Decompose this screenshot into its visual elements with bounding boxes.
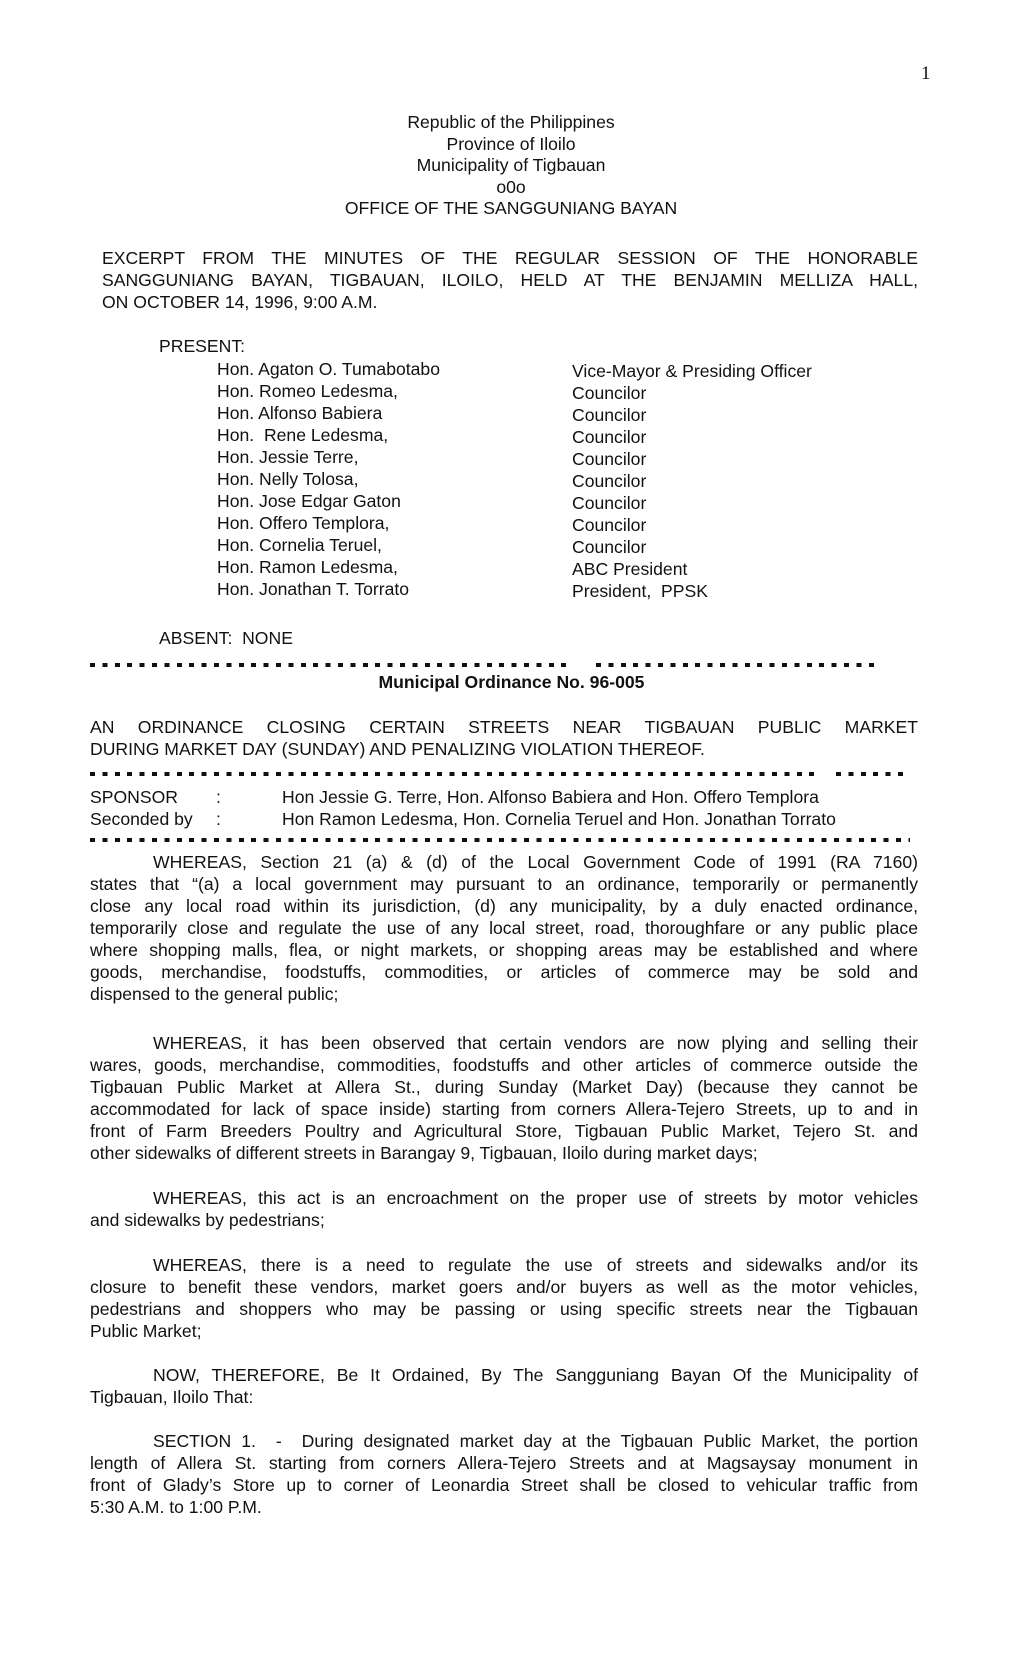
- present-label: PRESENT:: [159, 336, 246, 356]
- attendee-role: Councilor: [572, 427, 647, 447]
- paragraph-line: wares, goods, merchandise, commodities, foodstuffs and other articles of commerce outside the: [90, 1055, 918, 1075]
- paragraph-line: length of Allera St. starting from corners Allera-Tejero Streets and at Magsaysay monument in: [90, 1453, 918, 1473]
- attendee-row: [217, 380, 897, 402]
- attendee-name: Hon. Cornelia Teruel,: [217, 535, 382, 555]
- paragraph-line: NOW, THEREFORE, Be It Ordained, By The Sangguniang Bayan Of the Municipality of: [153, 1365, 918, 1385]
- paragraph-line: WHEREAS, this act is an encroachment on the proper use of streets by motor vehicles: [153, 1188, 918, 1208]
- paragraph-line: and sidewalks by pedestrians;: [90, 1210, 325, 1230]
- paragraph-line: closure to benefit these vendors, market goers and/or buyers as well as the motor vehicles,: [90, 1277, 918, 1297]
- attendee-name: Hon. Jose Edgar Gaton: [217, 491, 401, 511]
- paragraph-line: other sidewalks of different streets in Barangay 9, Tigbauan, Iloilo during market days;: [90, 1143, 758, 1163]
- whereas-paragraph-3: [90, 1187, 918, 1231]
- attendee-role: Councilor: [572, 537, 647, 557]
- attendee-name: Hon. Jonathan T. Torrato: [217, 579, 410, 599]
- header-province: Province of Iloilo: [446, 133, 576, 154]
- attendee-role: Councilor: [572, 449, 647, 469]
- attendees-list: [217, 358, 897, 600]
- attendee-row: [217, 490, 897, 512]
- whereas-paragraph-4: [90, 1254, 918, 1342]
- attendee-name: Hon. Agaton O. Tumabotabo: [217, 359, 441, 379]
- paragraph-line: WHEREAS, Section 21 (a) & (d) of the Local Government Code of 1991 (RA 7160): [153, 852, 918, 872]
- ordinance-title-line: DURING MARKET DAY (SUNDAY) AND PENALIZING VIOLATION THEREOF.: [90, 739, 705, 759]
- sponsor-row: [90, 786, 819, 808]
- absent-line: ABSENT: NONE: [159, 628, 293, 648]
- ordinance-number: Municipal Ordinance No. 96-005: [378, 672, 645, 692]
- paragraph-line: goods, merchandise, foodstuffs, commodities, or articles of commerce may be sold and: [90, 962, 918, 982]
- attendee-row: [217, 358, 897, 380]
- attendee-name: Hon. Romeo Ledesma,: [217, 381, 398, 401]
- paragraph-line: SECTION 1. - During designated market day at the Tigbauan Public Market, the portion: [153, 1431, 918, 1451]
- attendee-role: ABC President: [572, 559, 688, 579]
- seconded-value: Hon Ramon Ledesma, Hon. Cornelia Teruel and Hon. Jonathan Torrato: [282, 809, 836, 829]
- paragraph-line: WHEREAS, there is a need to regulate the use of streets and sidewalks and/or its: [153, 1255, 918, 1275]
- excerpt-heading: [102, 247, 918, 313]
- paragraph-line: 5:30 A.M. to 1:00 P.M.: [90, 1497, 262, 1517]
- paragraph-line: Public Market;: [90, 1321, 202, 1341]
- dashed-separator: [836, 772, 906, 776]
- paragraph-line: Tigbauan, Iloilo That:: [90, 1387, 254, 1407]
- paragraph-line: close any local road within its jurisdiction, (d) any municipality, by a duly enacted ordinance,: [90, 896, 918, 916]
- dashed-separator: [90, 838, 910, 842]
- attendee-role: Councilor: [572, 405, 647, 425]
- dashed-separator: [596, 663, 881, 667]
- paragraph-line: WHEREAS, it has been observed that certain vendors are now plying and selling their: [153, 1033, 918, 1053]
- attendee-name: Hon. Offero Templora,: [217, 513, 390, 533]
- attendee-name: Hon. Jessie Terre,: [217, 447, 359, 467]
- paragraph-line: front of Farm Breeders Poultry and Agricultural Store, Tigbauan Public Market, Tejero St. and: [90, 1121, 918, 1141]
- paragraph-line: temporarily close and regulate the use of any local street, road, thoroughfare or any public place: [90, 918, 918, 938]
- section-1-paragraph: [90, 1430, 918, 1518]
- paragraph-line: dispensed to the general public;: [90, 984, 339, 1004]
- header-municipality: Municipality of Tigbauan: [416, 155, 606, 175]
- paragraph-line: Tigbauan Public Market at Allera St., during Sunday (Market Day) (because they cannot be: [90, 1077, 918, 1097]
- attendee-row: [217, 468, 897, 490]
- attendee-name: Hon. Nelly Tolosa,: [217, 469, 359, 489]
- attendee-role: Councilor: [572, 471, 647, 491]
- attendee-row: [217, 556, 897, 578]
- attendee-role: Councilor: [572, 515, 647, 535]
- seconded-label: Seconded by: [90, 809, 193, 829]
- attendee-role: Councilor: [572, 383, 647, 403]
- attendee-name: Hon. Alfonso Babiera: [217, 403, 383, 423]
- attendee-name: Hon. Rene Ledesma,: [217, 425, 389, 445]
- paragraph-line: accommodated for lack of space inside) starting from corners Allera-Tejero Streets, up to and in: [90, 1099, 918, 1119]
- sponsor-colon: :: [216, 787, 221, 807]
- header-ornament: o0o: [496, 176, 526, 197]
- paragraph-line: pedestrians and shoppers who may be passing or using specific streets near the Tigbauan: [90, 1299, 918, 1319]
- attendee-row: [217, 534, 897, 556]
- attendee-row: [217, 578, 897, 600]
- whereas-paragraph-2: [90, 1032, 918, 1164]
- seconded-colon: :: [216, 809, 221, 829]
- seconded-row: [90, 808, 836, 830]
- attendee-row: [217, 446, 897, 468]
- dashed-separator: [90, 772, 820, 776]
- header-office: OFFICE OF THE SANGGUNIANG BAYAN: [344, 198, 678, 218]
- attendee-name: Hon. Ramon Ledesma,: [217, 557, 398, 577]
- excerpt-line: ON OCTOBER 14, 1996, 9:00 A.M.: [102, 292, 378, 312]
- attendee-row: [217, 512, 897, 534]
- page-number: 1: [921, 63, 931, 84]
- sponsor-value: Hon Jessie G. Terre, Hon. Alfonso Babiera and Hon. Offero Templora: [282, 787, 819, 807]
- attendee-role: President, PPSK: [572, 581, 708, 601]
- sponsor-label: SPONSOR: [90, 787, 178, 807]
- excerpt-line: SANGGUNIANG BAYAN, TIGBAUAN, ILOILO, HELD AT THE BENJAMIN MELLIZA HALL,: [102, 270, 918, 290]
- paragraph-line: states that “(a) a local government may pursuant to an ordinance, temporarily or permanently: [90, 874, 918, 894]
- excerpt-line: EXCERPT FROM THE MINUTES OF THE REGULAR SESSION OF THE HONORABLE: [102, 248, 918, 268]
- attendee-row: [217, 402, 897, 424]
- paragraph-line: front of Glady’s Store up to corner of Leonardia Street shall be closed to vehicular traffic from: [90, 1475, 918, 1495]
- now-therefore-paragraph: [90, 1364, 918, 1408]
- attendee-row: [217, 424, 897, 446]
- dashed-separator: [90, 663, 570, 667]
- document-header: [0, 112, 1023, 220]
- ordinance-title-line: AN ORDINANCE CLOSING CERTAIN STREETS NEAR TIGBAUAN PUBLIC MARKET: [90, 717, 918, 737]
- attendee-role: Councilor: [572, 493, 647, 513]
- header-republic: Republic of the Philippines: [407, 112, 615, 132]
- attendee-role: Vice-Mayor & Presiding Officer: [572, 361, 812, 381]
- whereas-paragraph-1: [90, 851, 918, 1005]
- ordinance-title: [90, 716, 918, 760]
- paragraph-line: where shopping malls, flea, or night markets, or shopping areas may be established and where: [90, 940, 918, 960]
